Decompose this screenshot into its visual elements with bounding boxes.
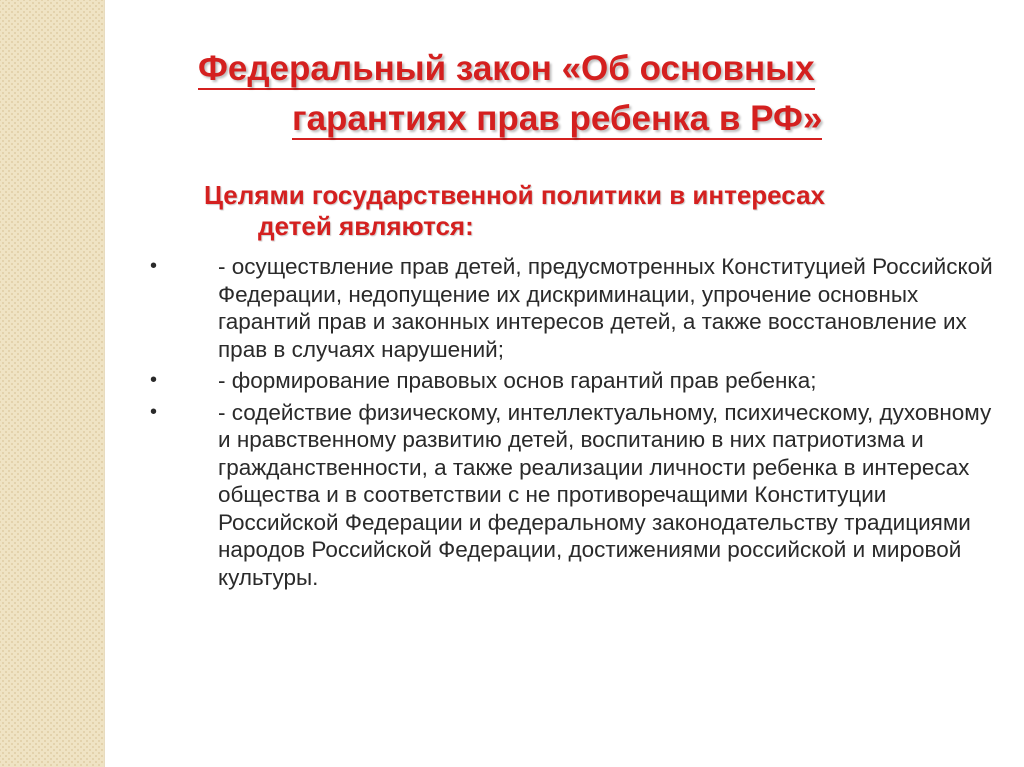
subtitle-line-2: детей являются: — [258, 211, 474, 241]
title-line-1: Федеральный закон «Об основных — [198, 49, 815, 88]
title-line-2: гарантиях прав ребенка в РФ» — [292, 99, 823, 138]
list-item-text: - осуществление прав детей, предусмотренных Конституцией Российской Федерации, недопущение их дискриминации, упрочение основных гарантий прав и законных интересов детей, а также восстановление их прав в случаях нарушений; — [218, 254, 993, 362]
list-item — [148, 399, 998, 592]
slide-subtitle — [204, 180, 964, 242]
bullet-icon: • — [150, 369, 158, 391]
list-item-text: - формирование правовых основ гарантий прав ребенка; — [218, 368, 817, 393]
slide-title — [198, 44, 958, 144]
bullet-icon: • — [150, 400, 158, 423]
bullet-icon: • — [150, 255, 158, 277]
decorative-side-strip — [0, 0, 105, 767]
list-item — [148, 367, 998, 395]
subtitle-line-1: Целями государственной политики в интересах — [204, 180, 825, 210]
slide — [104, 0, 1024, 767]
list-item — [148, 253, 998, 363]
bullet-list — [148, 253, 998, 595]
list-item-text: - содействие физическому, интеллектуальному, психическому, духовному и нравственному развитию детей, воспитанию в них патриотизма и гражданственности, а также реализации личности ребенка в интересах общества и в соответствии с не противоречащими Конституции Российской Федерации и федеральному законодательству традициями народов Российской Федерации, достижениями российской и мировой культуры. — [218, 399, 992, 590]
